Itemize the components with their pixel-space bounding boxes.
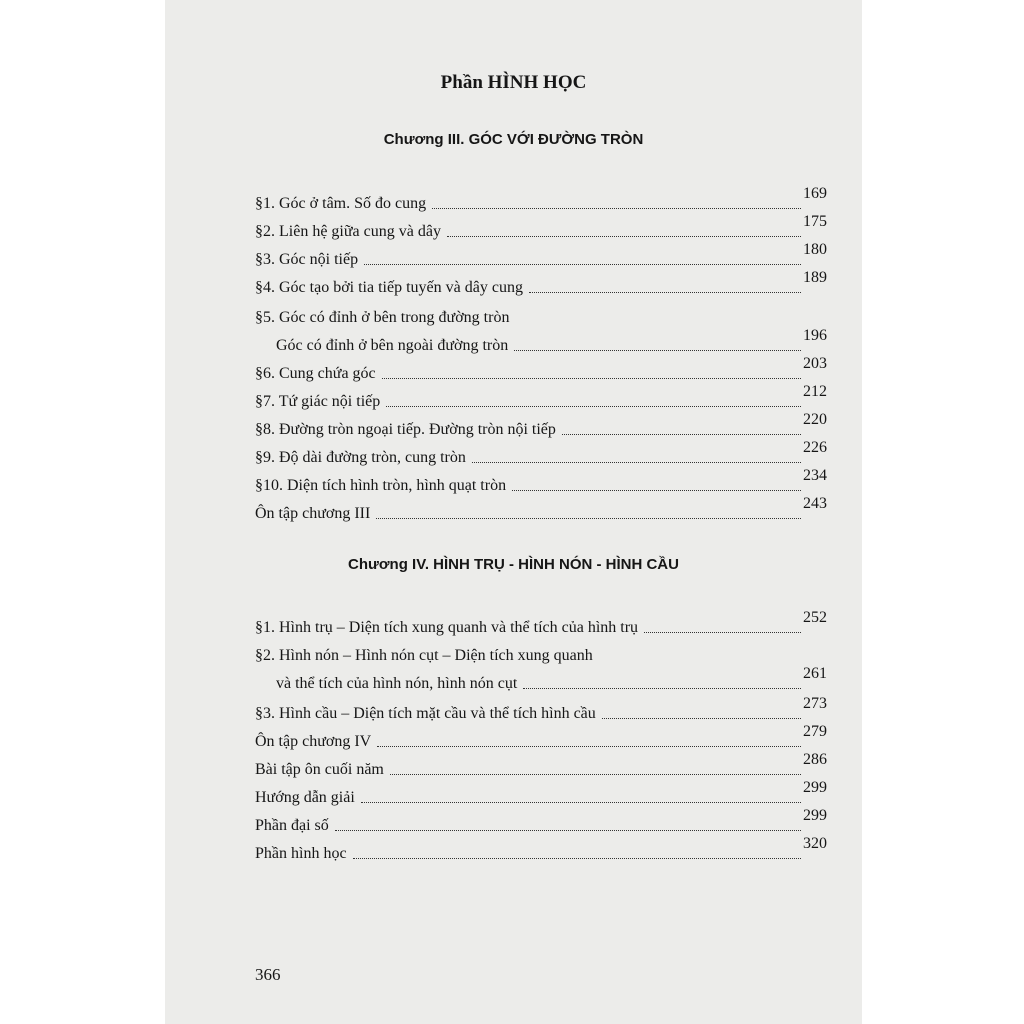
toc-entry: §1. Góc ở tâm. Số đo cung 169 — [255, 185, 827, 212]
toc-entry: Ôn tập chương IV 279 — [255, 723, 827, 750]
toc-entry: Góc có đỉnh ở bên ngoài đường tròn 196 — [276, 327, 827, 354]
toc-entry: §3. Góc nội tiếp 180 — [255, 241, 827, 268]
chapter-4-title: Chương IV. HÌNH TRỤ - HÌNH NÓN - HÌNH CẦU — [348, 556, 679, 573]
toc-entry: Hướng dẫn giải 299 — [255, 779, 827, 806]
page-number: 366 — [255, 965, 281, 984]
toc-entry: §10. Diện tích hình tròn, hình quạt tròn 234 — [255, 467, 827, 494]
toc-entry: §6. Cung chứa góc 203 — [255, 355, 827, 382]
toc-entry: §1. Hình trụ – Diện tích xung quanh và thể tích của hình trụ 252 — [255, 609, 827, 636]
toc-entry: §2. Liên hệ giữa cung và dây 175 — [255, 213, 827, 240]
part-title: Phần HÌNH HỌC — [440, 72, 587, 93]
toc-entry: Phần đại số 299 — [255, 807, 827, 834]
toc-entry: §4. Góc tạo bởi tia tiếp tuyến và dây cung 189 — [255, 269, 827, 296]
toc-entry: §5. Góc có đỉnh ở bên trong đường tròn — [255, 309, 510, 326]
toc-entry: Phần hình học 320 — [255, 835, 827, 862]
toc-entry: §8. Đường tròn ngoại tiếp. Đường tròn nội tiếp 220 — [255, 411, 827, 438]
toc-entry: và thể tích của hình nón, hình nón cụt 261 — [276, 665, 827, 692]
toc-entry: Bài tập ôn cuối năm 286 — [255, 751, 827, 778]
toc-entry: §2. Hình nón – Hình nón cụt – Diện tích xung quanh — [255, 647, 593, 664]
toc-entry: §9. Độ dài đường tròn, cung tròn 226 — [255, 439, 827, 466]
book-page — [165, 0, 862, 1024]
chapter-3-title: Chương III. GÓC VỚI ĐƯỜNG TRÒN — [383, 131, 644, 148]
toc-entry: §7. Tứ giác nội tiếp 212 — [255, 383, 827, 410]
toc-entry: Ôn tập chương III 243 — [255, 495, 827, 522]
toc-entry: §3. Hình cầu – Diện tích mặt cầu và thể tích hình cầu 273 — [255, 695, 827, 722]
